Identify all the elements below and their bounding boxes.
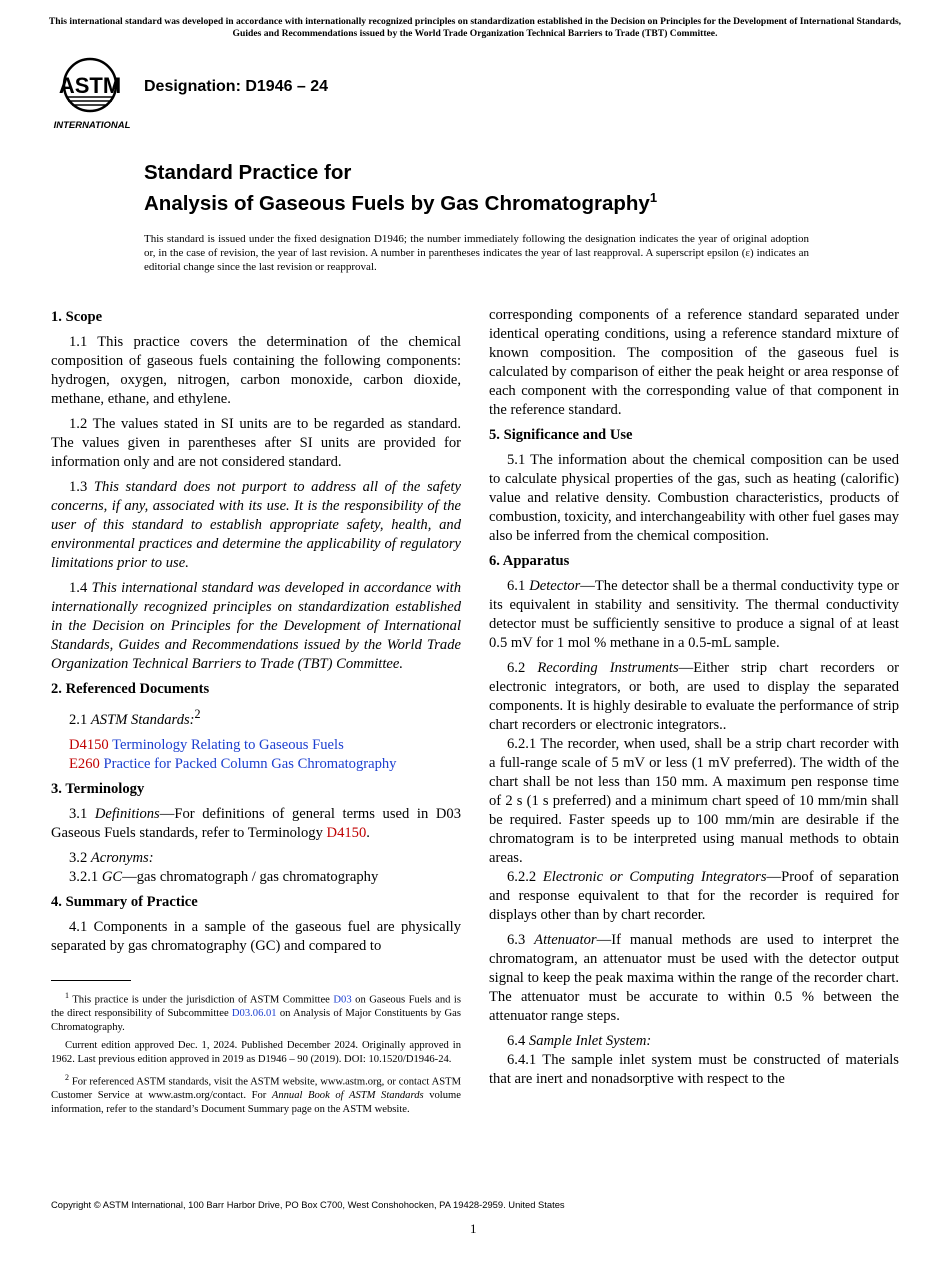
footnote-2-text-a: For referenced ASTM standards, visit the ASTM website, www.astm.org, or contact ASTM Customer Service at www.astm.org/contact. For (51, 1076, 462, 1102)
footnotes (51, 980, 461, 1121)
footnote-d03-06-01-link[interactable]: D03.06.01 (231, 1008, 277, 1020)
title-footnote-mark: 1 (649, 190, 658, 205)
footnote-1-edition: Current edition approved Dec. 1, 2024. Published December 2024. Originally approved in 1962. Last previous edition approved in 2019 as D1946 – 90 (2019). DOI: 10.1520/D1946-24. (51, 1040, 461, 1065)
apparatus-6-2-text: —Either strip chart recorders or electronic integrators, or both, are used to display the separated components. It is highly desirable to evaluate the performance of strip chart recorders or electronic integrators.. (489, 660, 899, 733)
apparatus-6-1-label: Detector (529, 578, 581, 594)
ref-e260-title[interactable]: Practice for Packed Column Gas Chromatography (103, 755, 397, 772)
summary-4-1-continued: corresponding components of a reference standard separated under identical operating conditions, using a reference standard mixture of known composition. The composition of the gaseous fuel is calculated by comparison of either the peak height or area response of each component with the corresponding value of that component in the reference standard. (489, 307, 899, 418)
apparatus-6-2-2 (489, 868, 899, 925)
apparatus-6-3-num: 6.3 (507, 932, 535, 948)
apparatus-6-1-text: —The detector shall be a thermal conductivity type or its equivalent in stability and sensitivity. The thermal conductivity detector must be sufficiently sensitive to produce a signal of at least 0.5 mV for 1 mol % methane in a 0.5-mL sample. (489, 578, 899, 651)
wto-notice: This international standard was developed in accordance with internationally recognized principles on standardization established in the Decision on Principles for the Development of International Standards, Guides and Recommendations issued by the World Trade Organization Technical Barriers to Trade (TBT) Committee. (48, 16, 902, 39)
apparatus-6-2-label: Recording Instruments (537, 660, 679, 676)
logo-letters: ASTM (58, 73, 122, 98)
terminology-3-2-label: Acronyms: (90, 849, 154, 866)
scope-1-4-text: This international standard was developed in accordance with internationally recognized principles on standardization established in the Decision on Principles for the Development of International Standards, Guides and Recommendations issued by the World Trade Organization Technical Barriers to Trade (TBT) Committee. (51, 580, 462, 672)
ref-e260[interactable] (69, 755, 461, 774)
terminology-3-1-num: 3.1 (69, 805, 95, 822)
scope-1-4 (51, 579, 461, 674)
scope-1-3-num: 1.3 (69, 479, 94, 495)
significance-heading: 5. Significance and Use (489, 427, 633, 443)
footnote-1-mark: 1 (65, 991, 69, 1000)
left-column (51, 304, 461, 962)
apparatus-6-2-1: 6.2.1 The recorder, when used, shall be a strip chart recorder with a full-range scale of 5 mV or less (1 mV preferred). The width of the chart shall be not less than 150 mm. A maximum pen response time of 2 s (1 s preferred) and a minimum chart speed of 10 mm/min shall be required. Faster speeds up to 100 mm/min are desirable if the chromatogram is to be interpreted using manual methods to obtain areas. (489, 736, 899, 866)
page-number: 1 (470, 1221, 477, 1236)
scope-1-3 (51, 478, 461, 573)
terminology-d4150-link[interactable]: D4150 (326, 824, 367, 841)
footnote-1 (51, 989, 461, 1034)
apparatus-6-4-num: 6.4 (507, 1033, 529, 1049)
apparatus-6-2-2-text: —Proof of separation and response equivalent to that for the recorder is required for displays other than by chart recorder. (489, 869, 899, 923)
astm-logo-mark (52, 55, 136, 131)
apparatus-6-2-2-num: 6.2.2 (507, 869, 543, 885)
astm-logo (52, 55, 136, 131)
apparatus-6-2-num: 6.2 (507, 660, 538, 676)
apparatus-6-3-label: Attenuator (534, 932, 597, 948)
terminology-3-2 (51, 849, 461, 868)
apparatus-6-3 (489, 931, 899, 1026)
right-column (489, 306, 899, 1095)
terminology-3-2-1-text: —gas chromatograph / gas chromatography (122, 868, 379, 885)
designation: Designation: D1946 – 24 (144, 78, 329, 95)
apparatus-6-4-label: Sample Inlet System: (528, 1033, 652, 1049)
document-title (144, 160, 844, 216)
terminology-3-2-1-label: GC (101, 868, 123, 885)
footnote-2-italic: Annual Book of ASTM Standards (271, 1090, 424, 1102)
issued-note: This standard is issued under the fixed designation D1946; the number immediately following the designation indicates the year of original adoption or, in the case of revision, the year of last revision. A number in parentheses indicates the year of last reapproval. A superscript epsilon (ε) indicates an editorial change since the last revision or reapproval. (144, 233, 809, 273)
scope-1-4-num: 1.4 (69, 580, 92, 596)
title-line-2: Analysis of Gaseous Fuels by Gas Chromatography (144, 191, 650, 215)
footnote-1-text-a: This practice is under the jurisdiction of ASTM Committee (72, 994, 334, 1006)
terminology-3-1 (51, 805, 461, 843)
terminology-3-2-1-num: 3.2.1 (69, 868, 102, 885)
apparatus-6-1-num: 6.1 (507, 578, 530, 594)
footnote-1-text-b: on Gaseous Fuels and is the direct responsibility of Subcommittee (51, 994, 461, 1020)
footnote-1-text-c: on Analysis of Major Constituents by Gas Chromatography. (51, 1008, 462, 1033)
apparatus-6-2-2-label: Electronic or Computing Integrators (542, 869, 767, 885)
terminology-3-2-num: 3.2 (69, 849, 91, 866)
footnote-2-text-b: volume information, refer to the standard’s Document Summary page on the ASTM website. (51, 1090, 461, 1115)
apparatus-6-4 (489, 1032, 899, 1051)
terminology-3-2-1 (51, 868, 461, 887)
scope-1-1: 1.1 This practice covers the determination of the chemical composition of gaseous fuels containing the following components: hydrogen, oxygen, nitrogen, carbon monoxide, carbon dioxide, methane, ethane, and ethylene. (51, 334, 461, 407)
apparatus-6-3-text: —If manual methods are used to interpret the chromatogram, an attenuator must be used with the detector output signal to keep the peak maxima within the range of the recorder chart. The attenuator must be accurate to within 0.5 % between the attenuator range steps. (489, 932, 899, 1024)
ref-d4150-code[interactable]: D4150 (69, 736, 109, 753)
footnote-2-mark: 2 (65, 1073, 69, 1083)
footnote-2 (51, 1071, 461, 1116)
astm-standards-num: 2.1 (69, 711, 91, 728)
astm-standards-label (51, 705, 461, 730)
copyright: Copyright © ASTM International, 100 Barr Harbor Drive, PO Box C700, West Conshohocken, PA 19428-2959. United States (51, 1199, 565, 1210)
scope-1-2: 1.2 The values stated in SI units are to be regarded as standard. The values given in parentheses after SI units are provided for information only and are not considered standard. (51, 416, 461, 470)
footnote-divider (51, 980, 131, 981)
logo-word: INTERNATIONAL (53, 120, 131, 131)
apparatus-6-1 (489, 577, 899, 653)
terminology-3-1-text: —For definitions of general terms used in D03 Gaseous Fuels standards, refer to Terminology (51, 805, 462, 841)
terminology-3-1-end: . (366, 824, 370, 841)
terminology-3-1-label: Definitions (94, 805, 160, 822)
apparatus-6-4-1: 6.4.1 The sample inlet system must be constructed of materials that are inert and nonadsorptive with respect to the (489, 1052, 899, 1087)
astm-standards-text: ASTM Standards: (90, 711, 195, 728)
ref-d4150[interactable] (69, 736, 461, 755)
astm-standards-mark: 2 (194, 707, 201, 721)
referenced-heading: 2. Referenced Documents (51, 681, 210, 697)
scope-1-3-text: This standard does not purport to address all of the safety concerns, if any, associated with its use. It is the responsibility of the user of this standard to establish appropriate safety, health, and environmental practices and determine the applicability of regulatory limitations prior to use. (51, 479, 461, 571)
ref-e260-code[interactable]: E260 (69, 755, 100, 772)
summary-4-1-start: 4.1 Components in a sample of the gaseous fuel are physically separated by gas chromatography (GC) and compared to (51, 918, 461, 954)
footnote-d03-link[interactable]: D03 (333, 994, 352, 1006)
apparatus-6-2 (489, 659, 899, 735)
terminology-heading: 3. Terminology (51, 780, 145, 797)
ref-d4150-title[interactable]: Terminology Relating to Gaseous Fuels (112, 736, 344, 753)
significance-5-1: 5.1 The information about the chemical composition can be used to calculate physical properties of the gas, such as heating (calorific) value and relative density. Combustion characteristics, products of combustion, toxicity, and interchangeability with other fuel gases may also be inferred from the chemical composition. (489, 452, 900, 544)
title-line-1: Standard Practice for (144, 161, 352, 184)
summary-heading: 4. Summary of Practice (51, 893, 198, 910)
apparatus-heading: 6. Apparatus (489, 553, 570, 569)
scope-heading: 1. Scope (51, 309, 103, 325)
